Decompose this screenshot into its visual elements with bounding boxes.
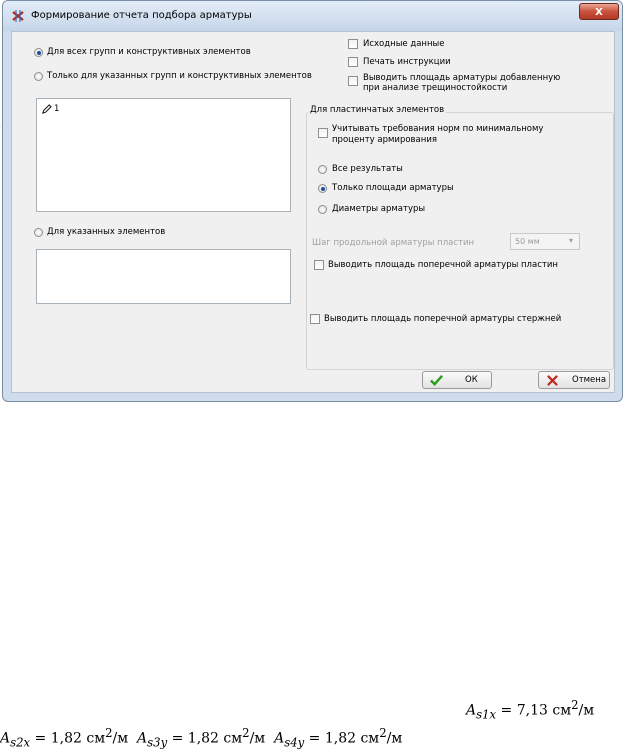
list-item[interactable]: 1 — [54, 104, 60, 114]
label-diameters: Диаметры арматуры — [332, 204, 426, 214]
formula-superscript: 2 — [105, 726, 113, 740]
plates-group-title: Для пластинчатых элементов — [310, 105, 445, 115]
formula-value: = 1,82 — [30, 730, 87, 747]
label-crack-area-2: при анализе трещиностойкости — [363, 83, 508, 93]
formula-subscript: s4y — [284, 735, 305, 750]
formula-superscript: 2 — [379, 726, 387, 740]
ok-label: ОК — [465, 375, 478, 385]
formula-unit: см — [360, 730, 380, 747]
formula-tail: /м — [386, 730, 403, 747]
label-source-data: Исходные данные — [363, 39, 445, 49]
formula-subscript: s2x — [10, 735, 31, 750]
label-min-reinforcement-2: проценту армирования — [332, 135, 437, 145]
formula-subscript: s1x — [476, 707, 497, 722]
dialog-body — [11, 31, 615, 393]
radio-selected-groups[interactable] — [34, 72, 43, 81]
formula-value: = 1,82 — [167, 730, 224, 747]
formula-superscript: 2 — [571, 698, 579, 712]
formula-unit: см — [86, 730, 106, 747]
label-all-groups: Для всех групп и конструктивных элементов — [47, 47, 251, 57]
label-transverse-rods: Выводить площадь поперечной арматуры стержней — [324, 314, 562, 324]
step-select[interactable] — [510, 233, 580, 250]
label-transverse-plates: Выводить площадь поперечной арматуры пластин — [328, 260, 558, 270]
radio-selected-elements[interactable] — [34, 228, 43, 237]
cross-icon — [546, 374, 559, 387]
window-title: Формирование отчета подбора арматуры — [31, 10, 252, 21]
checkbox-print-instructions[interactable] — [348, 57, 358, 67]
formula-symbol: A — [274, 730, 285, 747]
formula-line-1 — [466, 698, 594, 721]
radio-diameters[interactable] — [318, 205, 327, 214]
title-bar[interactable] — [3, 1, 622, 31]
radio-all-results[interactable] — [318, 165, 327, 174]
step-value: 50 мм — [515, 237, 540, 246]
formula-line-2 — [0, 726, 402, 749]
formula-unit: см — [223, 730, 243, 747]
close-button[interactable]: X — [579, 3, 619, 20]
formula-value: = 1,82 — [304, 730, 361, 747]
formula-subscript: s3y — [147, 735, 168, 750]
formula-tail: /м — [578, 702, 595, 719]
formula-unit: см — [552, 702, 572, 719]
formula-value: = 7,13 — [496, 702, 553, 719]
checkbox-source-data[interactable] — [348, 39, 358, 49]
checkbox-transverse-rods[interactable] — [310, 314, 320, 324]
formula-tail: /м — [249, 730, 266, 747]
label-only-area: Только площади арматуры — [332, 183, 454, 193]
label-crack-area-1: Выводить площадь арматуры добавленную — [363, 73, 561, 83]
formula-symbol: A — [466, 702, 477, 719]
report-dialog — [2, 0, 623, 402]
label-selected-elements: Для указанных элементов — [47, 227, 166, 237]
ok-button[interactable] — [422, 371, 492, 389]
app-icon — [11, 9, 25, 23]
formula-symbol: A — [137, 730, 148, 747]
chevron-down-icon: ▾ — [569, 236, 574, 245]
label-print-instructions: Печать инструкции — [363, 57, 451, 67]
radio-all-groups[interactable] — [34, 48, 43, 57]
elements-field[interactable] — [36, 249, 291, 304]
checkmark-icon — [430, 374, 443, 387]
formula-tail: /м — [112, 730, 129, 747]
formula-symbol: A — [0, 730, 11, 747]
checkbox-crack-area[interactable] — [348, 76, 358, 86]
label-step: Шаг продольной арматуры пластин — [312, 238, 475, 248]
radio-only-area[interactable] — [318, 184, 327, 193]
cancel-label: Отмена — [572, 375, 607, 385]
label-min-reinforcement-1: Учитывать требования норм по минимальному — [332, 124, 544, 134]
groups-list[interactable] — [36, 98, 291, 212]
pencil-icon — [41, 104, 52, 115]
label-all-results: Все результаты — [332, 164, 403, 174]
formula-superscript: 2 — [242, 726, 250, 740]
cancel-button[interactable] — [538, 371, 610, 389]
label-selected-groups: Только для указанных групп и конструктивных элементов — [47, 71, 312, 81]
checkbox-min-reinforcement[interactable] — [318, 128, 328, 138]
checkbox-transverse-plates[interactable] — [314, 260, 324, 270]
